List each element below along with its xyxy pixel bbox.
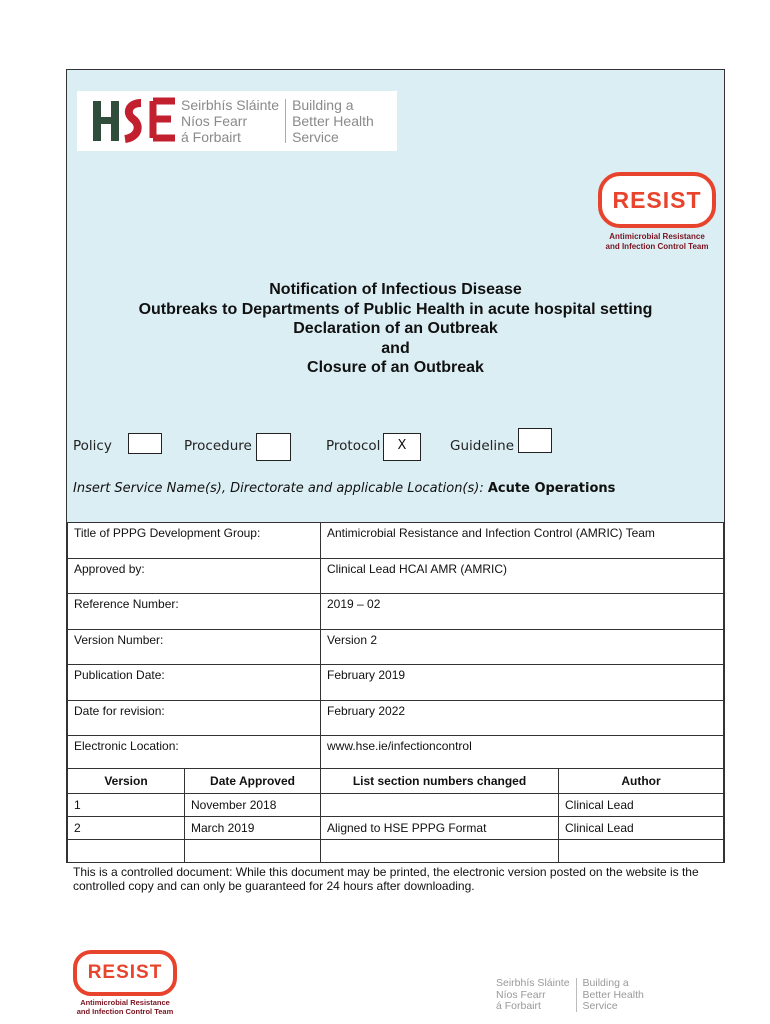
resist-caption: Antimicrobial Resistance and Infection Control Team	[605, 232, 709, 251]
logo-divider	[576, 978, 577, 1012]
version-history-table	[67, 768, 724, 863]
table-cell: March 2019	[185, 817, 321, 840]
table-cell: November 2018	[185, 794, 321, 817]
electronic-location-link[interactable]: www.hse.ie/infectioncontrol	[321, 736, 724, 772]
footer-hse-logo	[496, 978, 644, 1013]
resist-word: RESIST	[87, 962, 163, 983]
table-cell	[559, 840, 724, 863]
guideline-checkbox[interactable]	[518, 428, 552, 453]
document-type-row	[67, 432, 724, 462]
table-cell	[321, 840, 559, 863]
table-row	[68, 817, 724, 840]
hse-english-text: Building a Better Health Service	[582, 977, 644, 1012]
policy-label: Policy	[73, 438, 112, 454]
table-cell: Aligned to HSE PPPG Format	[321, 817, 559, 840]
controlled-document-notice: This is a controlled document: While this document may be printed, the electronic version posted on the website is the controlled copy and can only be guaranteed for 24 hours after downloading.	[73, 865, 699, 893]
meta-value: February 2022	[321, 700, 724, 736]
column-header: Date Approved	[185, 769, 321, 794]
table-row	[68, 794, 724, 817]
meta-value: 2019 – 02	[321, 594, 724, 630]
service-prompt: Insert Service Name(s), Directorate and applicable Location(s):	[73, 481, 484, 496]
meta-label: Version Number:	[68, 629, 321, 665]
table-row	[68, 840, 724, 863]
table-row	[68, 594, 724, 630]
footer-resist-logo	[70, 950, 180, 1022]
hse-logo	[77, 91, 397, 151]
title-line: Declaration of an Outbreak	[293, 320, 498, 337]
table-row	[68, 523, 724, 559]
guideline-label: Guideline	[450, 438, 515, 454]
service-value: Acute Operations	[487, 481, 616, 496]
column-header: Version	[68, 769, 185, 794]
table-cell: Clinical Lead	[559, 817, 724, 840]
resist-caption: Antimicrobial Resistance and Infection Control Team	[76, 998, 174, 1016]
meta-label: Title of PPPG Development Group:	[68, 523, 321, 559]
title-line: Closure of an Outbreak	[307, 359, 484, 376]
meta-label: Approved by:	[68, 558, 321, 594]
table-row	[68, 629, 724, 665]
column-header: List section numbers changed	[321, 769, 559, 794]
document-cover-frame	[66, 69, 725, 863]
resist-word: RESIST	[612, 186, 702, 213]
table-cell	[321, 794, 559, 817]
table-row	[68, 665, 724, 701]
table-cell: 1	[68, 794, 185, 817]
meta-label: Reference Number:	[68, 594, 321, 630]
table-row	[68, 700, 724, 736]
meta-value: February 2019	[321, 665, 724, 701]
title-line: Outbreaks to Departments of Public Health in acute hospital setting	[138, 300, 653, 318]
policy-checkbox[interactable]	[128, 433, 162, 454]
table-cell: 2	[68, 817, 185, 840]
resist-logo	[595, 172, 719, 262]
document-metadata-table	[67, 522, 724, 772]
hse-english-text: Building a Better Health Service	[292, 97, 374, 145]
meta-label: Publication Date:	[68, 665, 321, 701]
hse-mark-icon	[89, 91, 181, 151]
protocol-checkbox[interactable]: X	[383, 433, 421, 461]
procedure-checkbox[interactable]	[256, 433, 291, 461]
table-cell: Clinical Lead	[559, 794, 724, 817]
hse-irish-text: Seirbhís Sláinte Níos Fearr á Forbairt	[181, 97, 280, 145]
meta-value: Antimicrobial Resistance and Infection Control (AMRIC) Team	[321, 523, 724, 559]
procedure-label: Procedure	[184, 438, 252, 454]
table-row	[68, 736, 724, 772]
title-line: Notification of Infectious Disease	[269, 281, 522, 298]
logo-divider	[285, 99, 286, 143]
protocol-label: Protocol	[326, 438, 381, 454]
meta-value: Clinical Lead HCAI AMR (AMRIC)	[321, 558, 724, 594]
hse-irish-text: Seirbhís Sláinte Níos Fearr á Forbairt	[496, 977, 570, 1012]
table-cell	[185, 840, 321, 863]
resist-badge	[598, 172, 716, 228]
meta-value: Version 2	[321, 629, 724, 665]
resist-badge	[73, 950, 177, 996]
table-header-row	[68, 769, 724, 794]
title-line: and	[381, 339, 410, 357]
column-header: Author	[559, 769, 724, 794]
document-title	[67, 280, 724, 378]
table-row	[68, 558, 724, 594]
service-line	[73, 481, 615, 496]
meta-label: Electronic Location:	[68, 736, 321, 772]
meta-label: Date for revision:	[68, 700, 321, 736]
table-cell	[68, 840, 185, 863]
